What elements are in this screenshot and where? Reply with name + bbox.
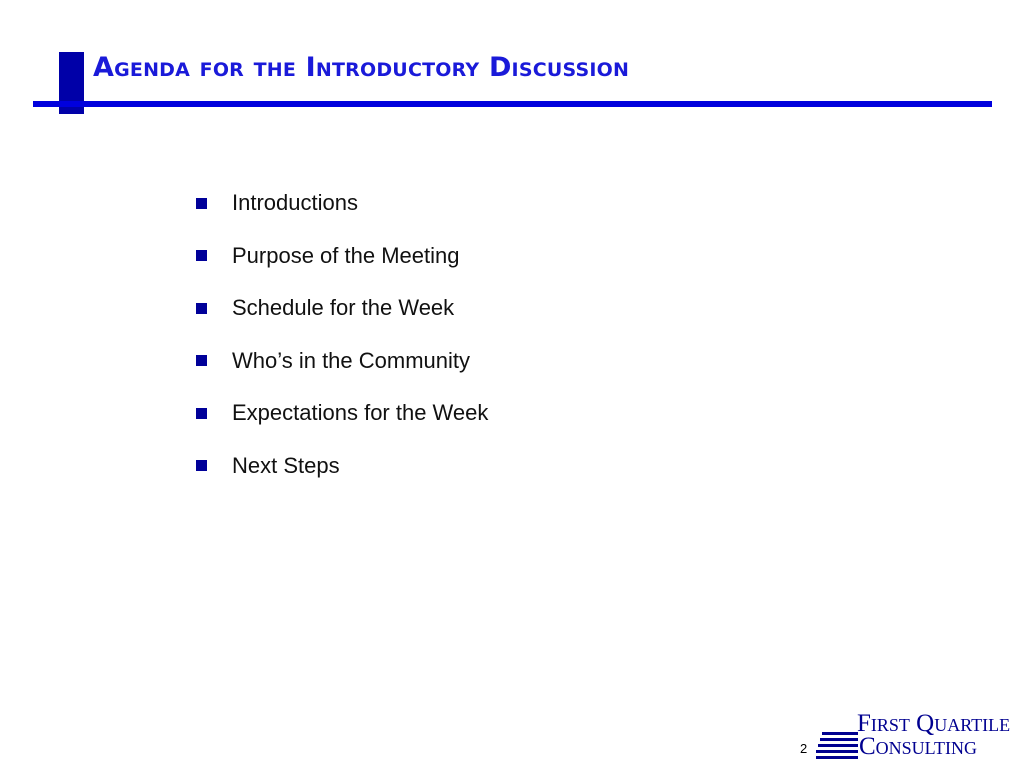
square-bullet-icon — [196, 250, 207, 261]
square-bullet-icon — [196, 460, 207, 471]
agenda-item — [196, 344, 488, 378]
agenda-item-text: Next Steps — [232, 452, 340, 478]
agenda-item — [196, 291, 488, 325]
square-bullet-icon — [196, 408, 207, 419]
agenda-item — [196, 186, 488, 220]
agenda-item-text: Who’s in the Community — [232, 347, 471, 373]
agenda-item — [196, 449, 488, 483]
agenda-list — [196, 186, 488, 501]
agenda-item-text: Purpose of the Meeting — [232, 242, 460, 268]
square-bullet-icon — [196, 355, 207, 366]
title-underline-rule — [33, 101, 992, 107]
logo-line-2: Consulting — [859, 733, 978, 760]
agenda-item-text: Expectations for the Week — [232, 400, 489, 425]
square-bullet-icon — [196, 303, 207, 314]
square-bullet-icon — [196, 198, 207, 209]
logo-line-1: First Quartile — [857, 710, 1011, 737]
agenda-item-text: Schedule for the Week — [232, 295, 455, 320]
logo-wordmark — [856, 712, 1010, 758]
agenda-item — [196, 239, 488, 273]
agenda-item — [196, 396, 488, 430]
slide-title: Agenda for the Introductory Discussion — [93, 52, 630, 83]
page-number: 2 — [800, 741, 808, 756]
agenda-item-text: Introductions — [232, 190, 358, 215]
company-logo — [816, 712, 1022, 762]
